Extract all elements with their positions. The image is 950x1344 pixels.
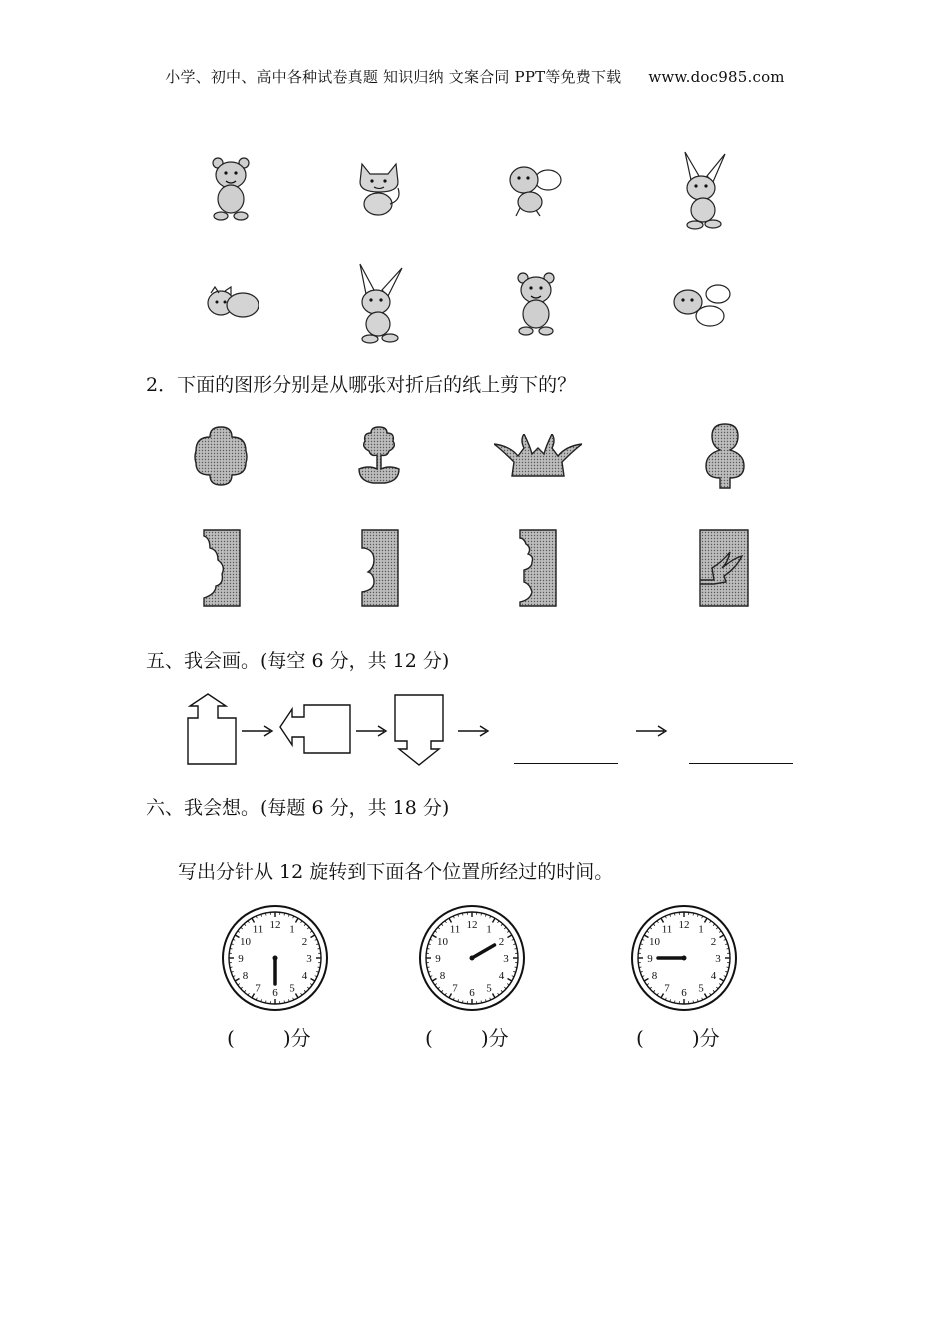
clock-number: 6 bbox=[469, 987, 475, 999]
rabbit-icon bbox=[677, 150, 731, 230]
flower-shape-icon bbox=[355, 425, 403, 487]
gourd-shape-icon bbox=[702, 422, 748, 490]
clock-number: 10 bbox=[437, 936, 449, 948]
paren-open: ( bbox=[227, 1026, 235, 1050]
rabbit-icon-2 bbox=[350, 262, 406, 344]
arrow-right-icon-4 bbox=[636, 722, 668, 741]
paren-open: ( bbox=[636, 1026, 644, 1050]
clock-tick bbox=[265, 1001, 266, 1003]
clock-number: 11 bbox=[449, 923, 461, 936]
clock-tick bbox=[674, 913, 675, 915]
clock-tick bbox=[462, 1001, 463, 1003]
arrow-right-icon-3 bbox=[458, 722, 490, 741]
clock-number: 1 bbox=[486, 923, 492, 936]
clock-number: 8 bbox=[242, 970, 249, 982]
section-6-instruction: 写出分针从 12 旋转到下面各个位置所经过的时间。 bbox=[178, 861, 614, 883]
clock-number: 2 bbox=[301, 936, 308, 948]
arrow-shape-down-icon bbox=[393, 693, 445, 767]
clock-3 bbox=[629, 903, 739, 1013]
bee-icon-2 bbox=[668, 278, 734, 332]
section-6-title: 六、我会想。(每题 6 分，共 18 分) bbox=[146, 797, 450, 819]
bee-icon bbox=[506, 158, 564, 218]
clock-number: 2 bbox=[710, 936, 717, 948]
clock-number: 10 bbox=[240, 936, 252, 948]
clock-number: 3 bbox=[306, 953, 312, 965]
folded-paper-flower-icon bbox=[518, 528, 558, 608]
clock-center bbox=[470, 956, 475, 961]
arrow-shape-up-icon bbox=[186, 692, 238, 766]
clock-tick bbox=[674, 1001, 675, 1003]
clock-number: 12 bbox=[269, 919, 281, 931]
clock-number: 4 bbox=[498, 970, 505, 982]
clock-number: 11 bbox=[252, 923, 264, 936]
clock-tick bbox=[462, 913, 463, 915]
clock-tick bbox=[481, 913, 482, 915]
clock-tick bbox=[230, 967, 232, 968]
clock-1 bbox=[220, 903, 330, 1013]
cloud-shape-icon bbox=[192, 425, 250, 487]
clock-tick bbox=[639, 948, 641, 949]
clock-number: 7 bbox=[664, 982, 670, 995]
answer-blank-1[interactable] bbox=[514, 763, 618, 764]
clock-tick bbox=[284, 1001, 285, 1003]
clock-3-answer[interactable] bbox=[636, 1022, 720, 1051]
clock-number: 7 bbox=[452, 982, 458, 995]
arrow-shape-left-icon bbox=[278, 703, 352, 755]
clock-tick bbox=[427, 948, 429, 949]
cat-icon bbox=[354, 160, 404, 216]
clock-number: 6 bbox=[272, 987, 278, 999]
folded-paper-grass-icon bbox=[698, 528, 750, 608]
clock-center bbox=[682, 956, 687, 961]
clock-number: 12 bbox=[466, 919, 478, 931]
folded-paper-gourd-icon bbox=[360, 528, 400, 608]
clock-tick bbox=[727, 948, 729, 949]
question-2: 2．下面的图形分别是从哪张对折后的纸上剪下的？ bbox=[146, 374, 577, 396]
clock-center bbox=[273, 956, 278, 961]
clock-number: 8 bbox=[651, 970, 658, 982]
clock-tick bbox=[318, 967, 320, 968]
clock-number: 3 bbox=[503, 953, 509, 965]
clock-number: 5 bbox=[289, 982, 295, 995]
clock-number: 1 bbox=[289, 923, 295, 936]
clock-number: 4 bbox=[301, 970, 308, 982]
grass-shape-icon bbox=[494, 434, 582, 478]
clock-number: 10 bbox=[649, 936, 661, 948]
clock-number: 2 bbox=[498, 936, 505, 948]
clock-tick bbox=[727, 967, 729, 968]
clock-number: 9 bbox=[435, 953, 441, 965]
header-site: www.doc985.com bbox=[648, 68, 785, 86]
section-5-title: 五、我会画。(每空 6 分，共 12 分) bbox=[146, 650, 450, 672]
arrow-right-icon-2 bbox=[356, 722, 388, 741]
clock-number: 11 bbox=[661, 923, 673, 936]
paren-close-unit: )分 bbox=[480, 1026, 509, 1050]
clock-2 bbox=[417, 903, 527, 1013]
paren-close-unit: )分 bbox=[691, 1026, 720, 1050]
clock-2-answer[interactable] bbox=[425, 1022, 509, 1051]
clock-tick bbox=[427, 967, 429, 968]
clock-tick bbox=[230, 948, 232, 949]
clock-number: 12 bbox=[678, 919, 690, 931]
paren-close-unit: )分 bbox=[282, 1026, 311, 1050]
clock-number: 1 bbox=[698, 923, 704, 936]
clock-number: 6 bbox=[681, 987, 687, 999]
page-header bbox=[0, 66, 950, 87]
arrow-right-icon bbox=[242, 722, 274, 741]
clock-number: 8 bbox=[439, 970, 446, 982]
clock-tick bbox=[639, 967, 641, 968]
clock-number: 5 bbox=[698, 982, 704, 995]
bear-icon bbox=[208, 155, 254, 221]
clock-tick bbox=[515, 967, 517, 968]
clock-number: 5 bbox=[486, 982, 492, 995]
clock-number: 4 bbox=[710, 970, 717, 982]
folded-paper-cloud-icon bbox=[202, 528, 242, 608]
clock-1-answer[interactable] bbox=[227, 1022, 311, 1051]
paren-open: ( bbox=[425, 1026, 433, 1050]
clock-number: 7 bbox=[255, 982, 261, 995]
answer-blank-2[interactable] bbox=[689, 763, 793, 764]
clock-number: 3 bbox=[715, 953, 721, 965]
cat-lying-icon bbox=[205, 285, 259, 323]
clock-tick bbox=[693, 1001, 694, 1003]
bear-icon-2 bbox=[513, 270, 559, 336]
header-text: 小学、初中、高中各种试卷真题 知识归纳 文案合同 PPT等免费下载 bbox=[165, 68, 622, 86]
clock-tick bbox=[693, 913, 694, 915]
clock-tick bbox=[265, 913, 266, 915]
clock-tick bbox=[481, 1001, 482, 1003]
clock-number: 9 bbox=[238, 953, 244, 965]
clock-tick bbox=[515, 948, 517, 949]
clock-tick bbox=[284, 913, 285, 915]
clock-tick bbox=[318, 948, 320, 949]
clock-number: 9 bbox=[647, 953, 653, 965]
